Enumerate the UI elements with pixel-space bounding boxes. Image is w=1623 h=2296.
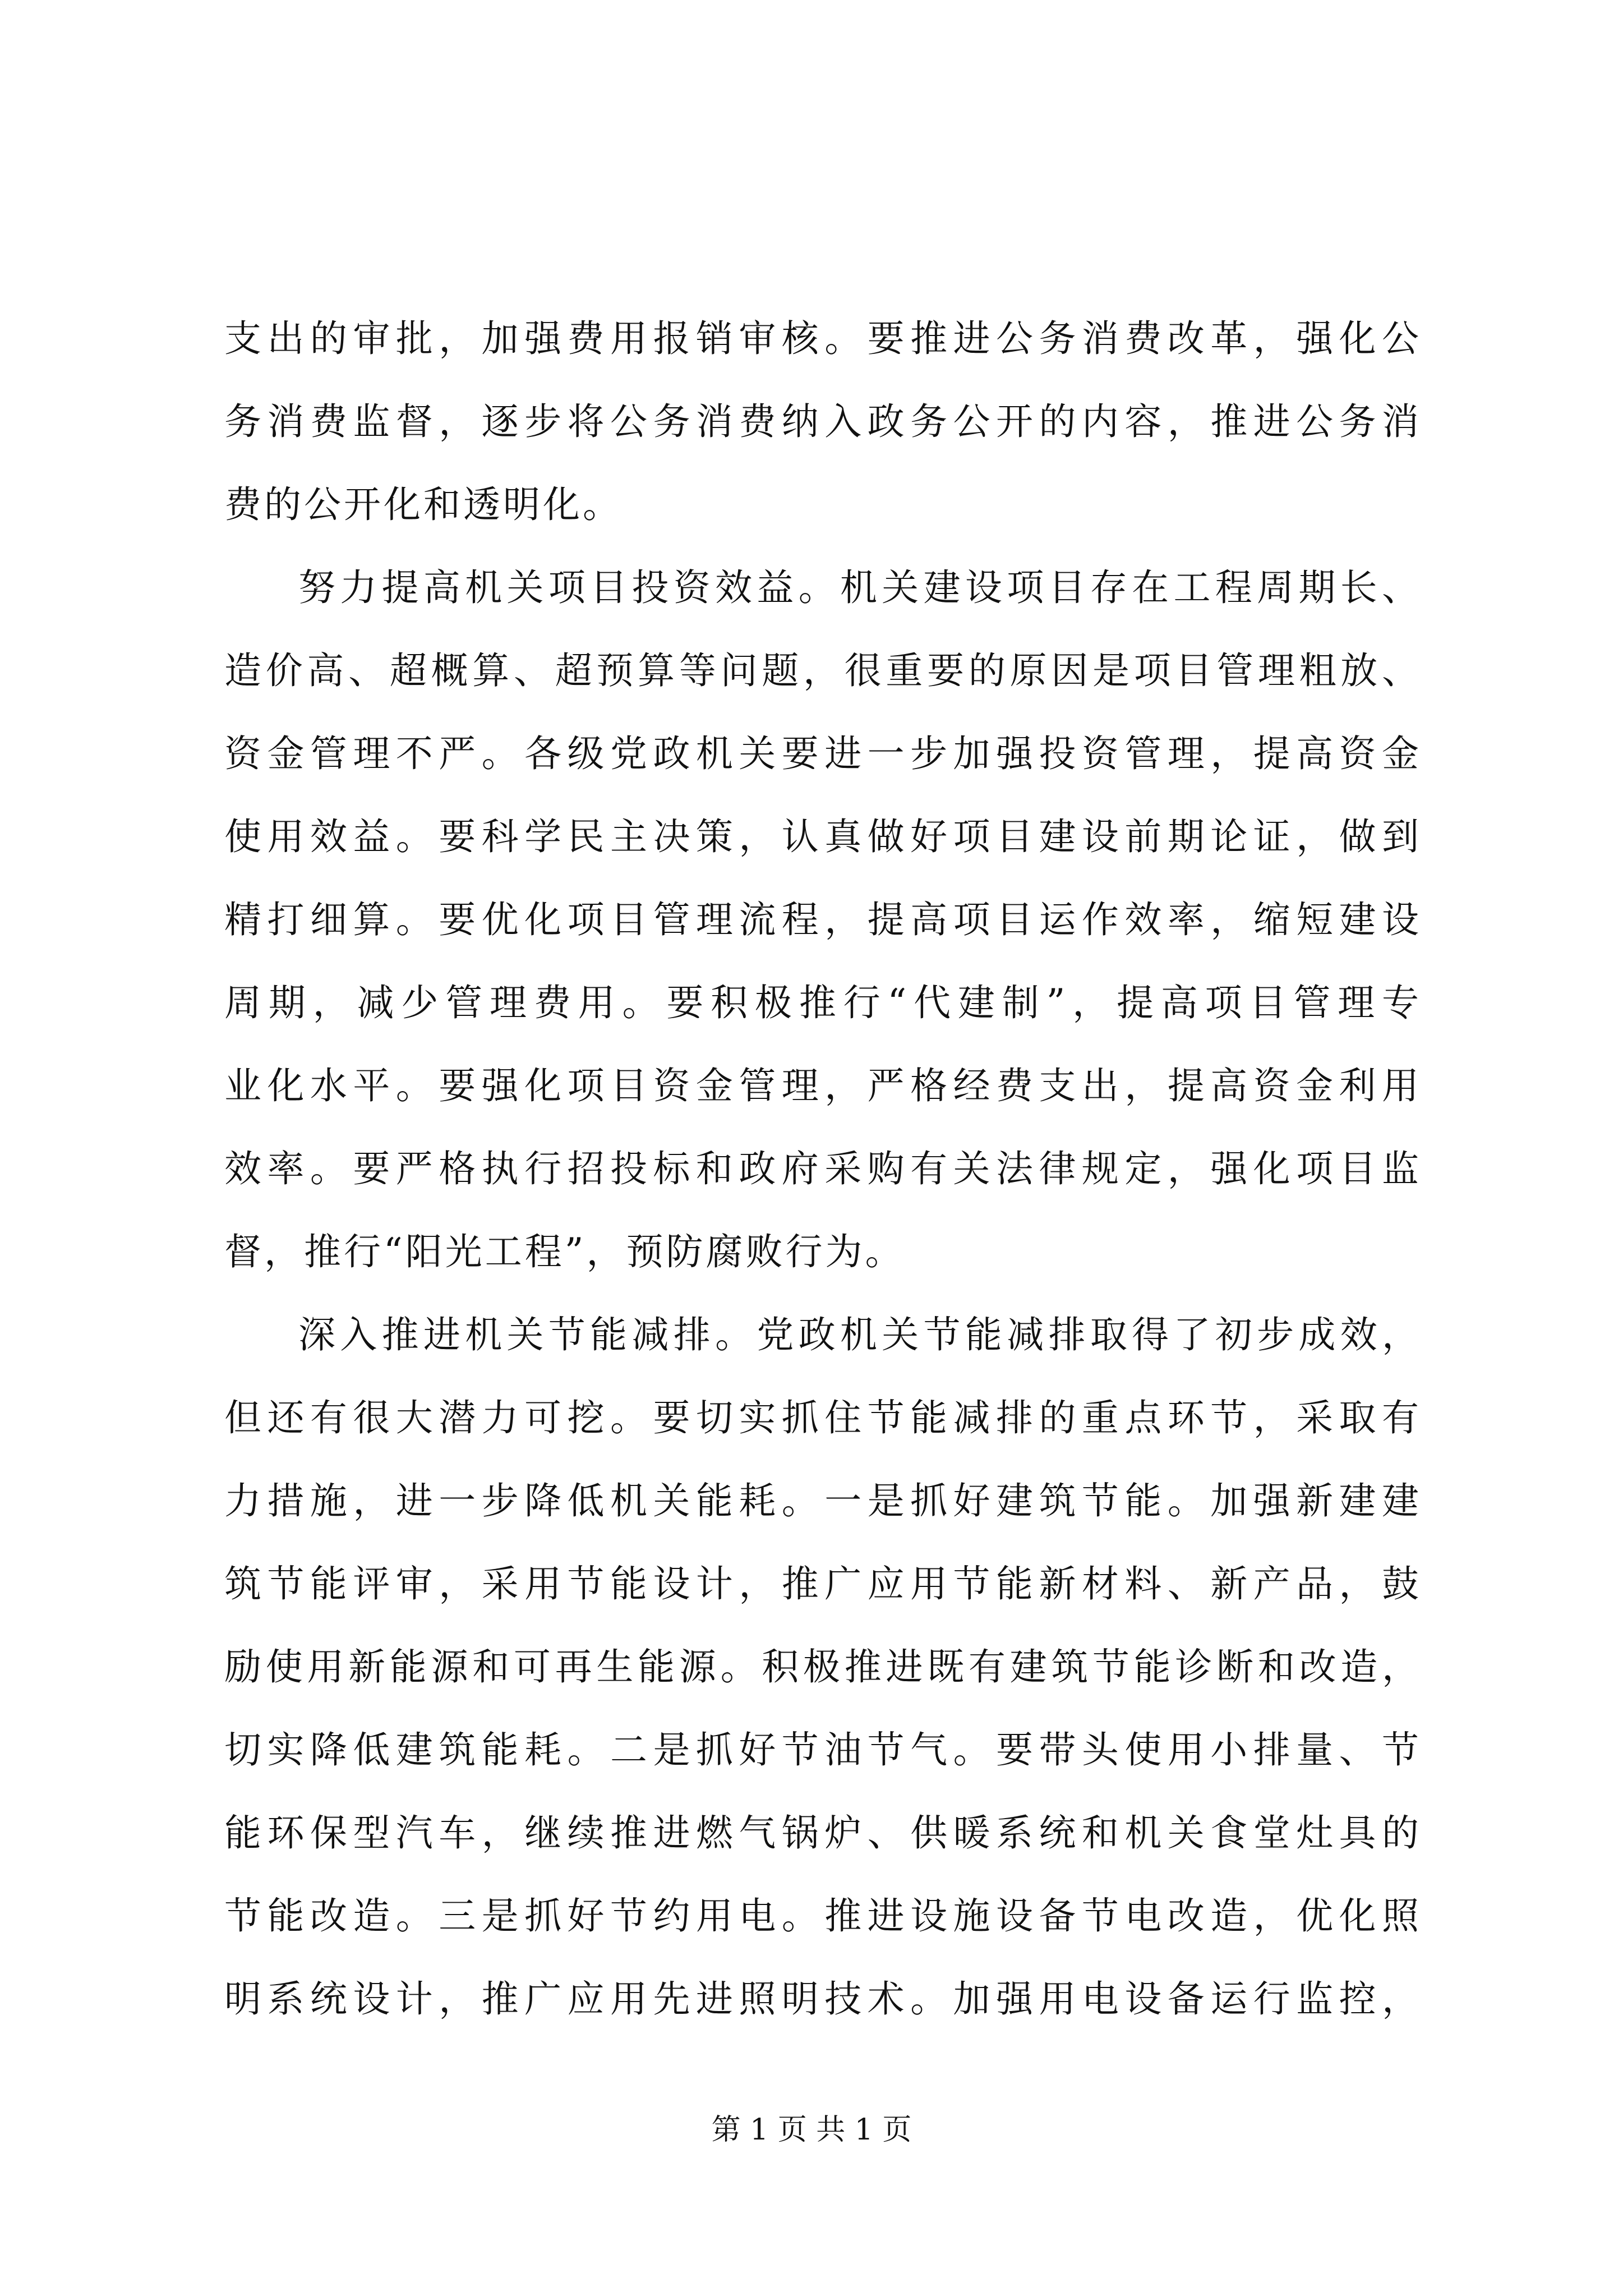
text-line: 效率。要严格执行招投标和政府采购有关法律规定，强化项目监 <box>224 1147 1419 1190</box>
text-line: 筑节能评审，采用节能设计，推广应用节能新材料、新产品，鼓 <box>224 1562 1419 1605</box>
text-line: 能环保型汽车，继续推进燃气锅炉、供暖系统和机关食堂灶具的 <box>224 1811 1419 1855</box>
text-line: 务消费监督，逐步将公务消费纳入政务公开的内容，推进公务消 <box>224 400 1419 443</box>
body-text <box>224 297 1419 2041</box>
text-line: 明系统设计，推广应用先进照明技术。加强用电设备运行监控， <box>224 1977 1419 2021</box>
page-footer <box>0 2110 1623 2150</box>
text-line: 业化水平。要强化项目资金管理，严格经费支出，提高资金利用 <box>224 1064 1419 1107</box>
text-line: 切实降低建筑能耗。二是抓好节油节气。要带头使用小排量、节 <box>224 1728 1419 1772</box>
text-line: 支出的审批，加强费用报销审核。要推进公务消费改革，强化公 <box>224 317 1419 360</box>
text-line: 励使用新能源和可再生能源。积极推进既有建筑节能诊断和改造， <box>224 1645 1419 1688</box>
paragraph-start-line: 努力提高机关项目投资效益。机关建设项目存在工程周期长、 <box>298 566 1419 609</box>
paragraph-start-line: 深入推进机关节能减排。党政机关节能减排取得了初步成效， <box>298 1313 1419 1356</box>
text-line: 节能改造。三是抓好节约用电。推进设施设备节电改造，优化照 <box>224 1894 1419 1938</box>
text-line: 督，推行“阳光工程”，预防腐败行为。 <box>224 1230 905 1273</box>
text-line: 精打细算。要优化项目管理流程，提高项目运作效率，缩短建设 <box>224 898 1419 941</box>
text-line: 费的公开化和透明化。 <box>224 483 623 526</box>
text-line: 使用效益。要科学民主决策，认真做好项目建设前期论证，做到 <box>224 815 1419 858</box>
text-line: 资金管理不严。各级党政机关要进一步加强投资管理，提高资金 <box>224 732 1419 775</box>
text-line: 造价高、超概算、超预算等问题，很重要的原因是项目管理粗放、 <box>224 649 1419 692</box>
text-line: 力措施，进一步降低机关能耗。一是抓好建筑节能。加强新建建 <box>224 1479 1419 1522</box>
text-line: 周期，减少管理费用。要积极推行“代建制”，提高项目管理专 <box>224 981 1419 1024</box>
text-line: 但还有很大潜力可挖。要切实抓住节能减排的重点环节，采取有 <box>224 1396 1419 1439</box>
page-number-label: 第 1 页 共 1 页 <box>711 2113 912 2147</box>
